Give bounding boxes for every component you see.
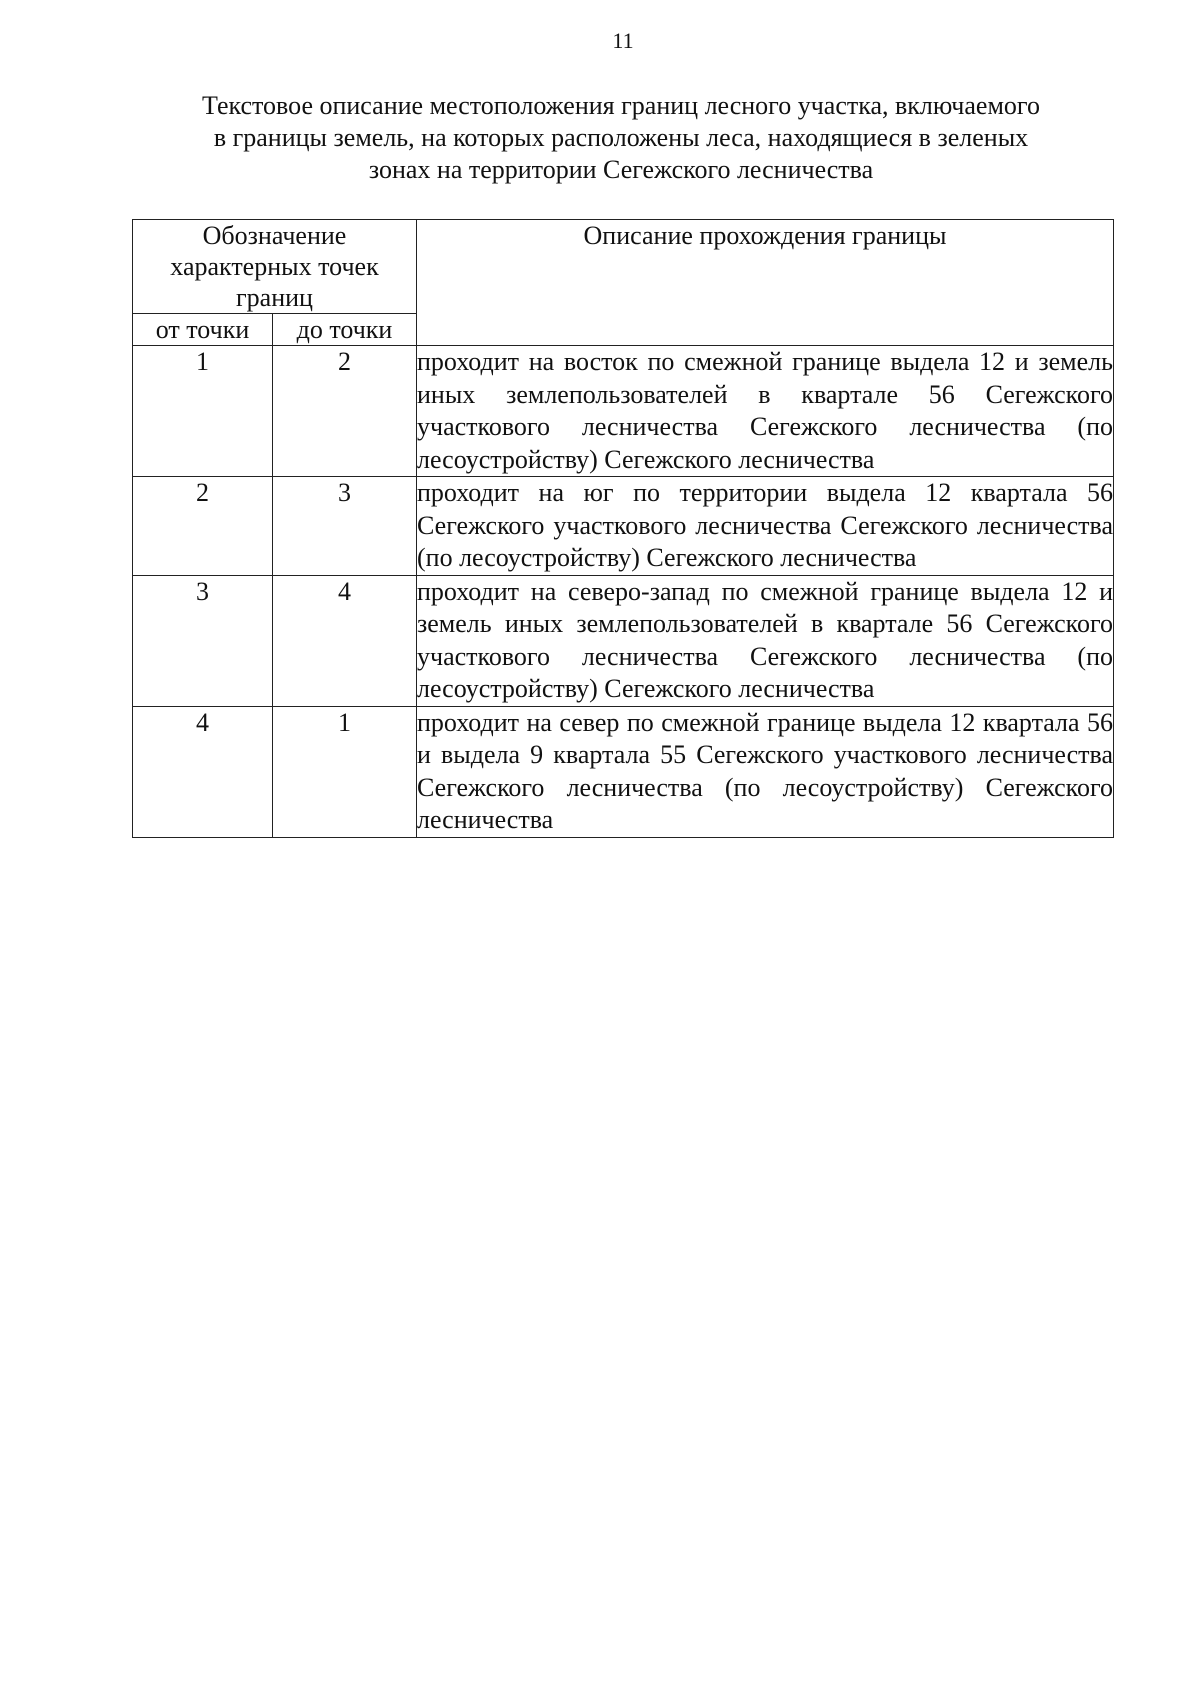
title-line: Текстовое описание местоположения границ лесного участка, включаемого (202, 91, 1040, 120)
to-point-cell: 4 (273, 575, 417, 706)
from-point-header: от точки (133, 314, 273, 346)
points-designation-header: Обозначение характерных точек границ (133, 220, 417, 314)
from-point-cell: 3 (133, 575, 273, 706)
table-row (133, 575, 1114, 706)
from-point-cell: 4 (133, 706, 273, 837)
to-point-cell: 3 (273, 477, 417, 576)
page-number: 11 (612, 28, 634, 53)
from-point-cell: 2 (133, 477, 273, 576)
boundary-description-cell: проходит на север по смежной границе выдела 12 квартала 56 и выдела 9 квартала 55 Сегежского участкового лесничества Сегежского лесничества (по лесоустройству) Сегежского лесничества (417, 706, 1114, 837)
boundary-description-header: Описание прохождения границы (417, 220, 1114, 346)
table-header-row (133, 220, 1114, 314)
to-point-header: до точки (273, 314, 417, 346)
boundary-description-cell: проходит на юг по территории выдела 12 квартала 56 Сегежского участкового лесничества Сегежского лесничества (по лесоустройству) Сегежского лесничества (417, 477, 1114, 576)
title-line: в границы земель, на которых расположены леса, находящиеся в зеленых (213, 123, 1029, 152)
from-point-cell: 1 (133, 346, 273, 477)
boundary-table (132, 219, 1114, 838)
boundary-description-cell: проходит на восток по смежной границе выдела 12 и земель иных землепользователей в квартале 56 Сегежского участкового лесничества Сегежского лесничества (по лесоустройству) Сегежского лесничества (417, 346, 1114, 477)
table-row (133, 477, 1114, 576)
boundary-description-cell: проходит на северо-запад по смежной границе выдела 12 и земель иных землепользователей в квартале 56 Сегежского участкового лесничества Сегежского лесничества (по лесоустройству) Сегежского лесничества (417, 575, 1114, 706)
to-point-cell: 1 (273, 706, 417, 837)
table-row (133, 706, 1114, 837)
table-row (133, 346, 1114, 477)
to-point-cell: 2 (273, 346, 417, 477)
title-line: зонах на территории Сегежского лесничества (368, 155, 874, 184)
document-title (130, 90, 1112, 186)
